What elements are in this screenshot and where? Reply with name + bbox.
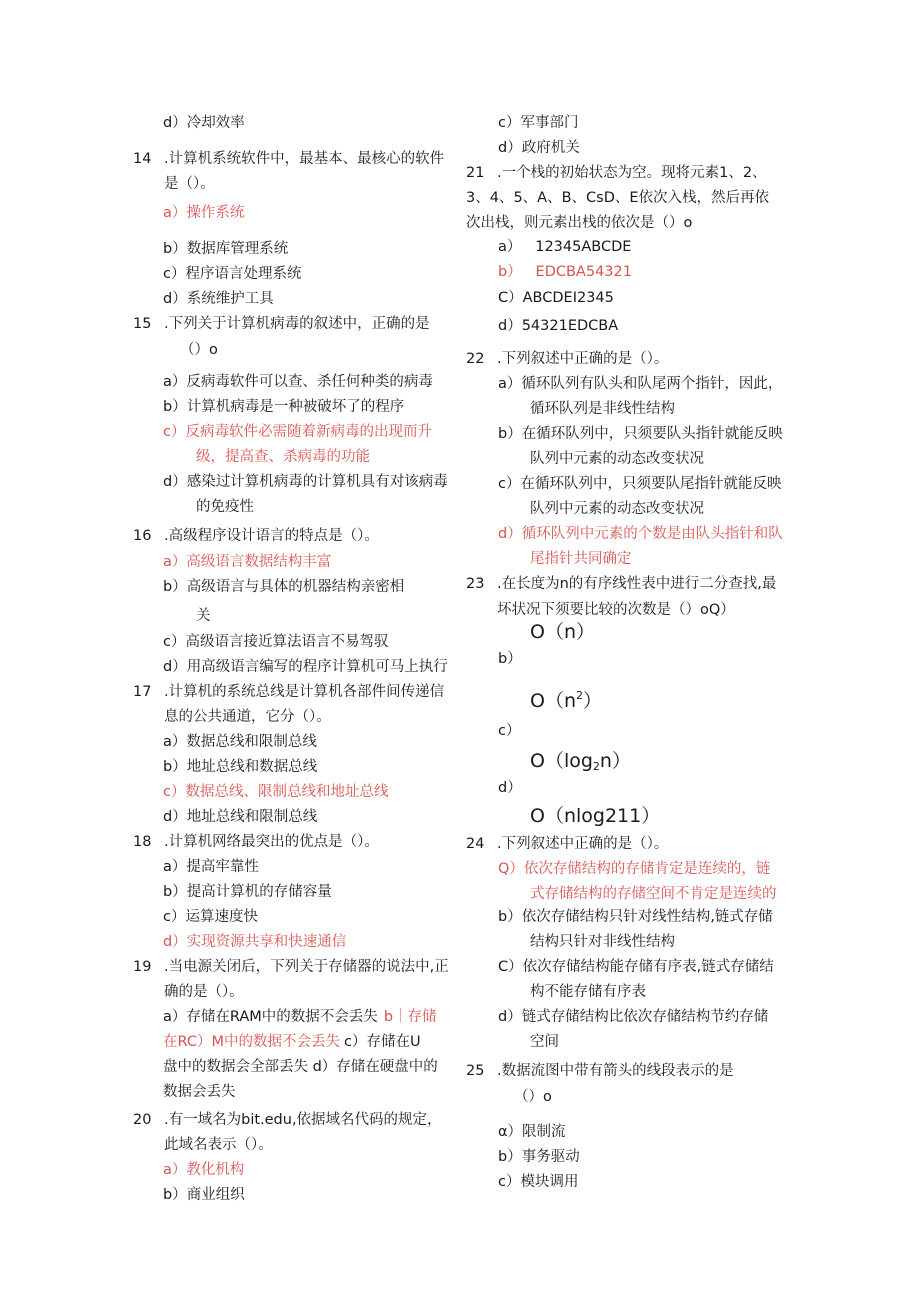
q16-option-c: c）高级语言接近算法语言不易驾驭 — [163, 634, 389, 650]
q21-option-d: d）54321EDCBA — [498, 318, 619, 334]
q19-stem-line1: .当电源关闭后，下列关于存储器的说法中,正 — [164, 959, 449, 975]
q18-option-a: a）提高牢靠性 — [163, 859, 259, 875]
q19-line3 — [163, 1007, 437, 1027]
q23-c-base: O（log — [530, 750, 593, 772]
q18-stem: .计算机网络最突出的优点是（）。 — [164, 834, 379, 850]
q24-option-c-line2: 构不能存储有序表 — [530, 984, 646, 1000]
q14-stem-line1: .计算机系统软件中，最基本、最核心的软件 — [164, 151, 445, 167]
q20-option-b: b）商业组织 — [163, 1187, 245, 1203]
q17-stem-line2: 息的公共通道，它分（）。 — [164, 709, 331, 725]
q22-option-c-line1: c）在循环队列中，只须要队尾指针就能反映 — [498, 476, 782, 492]
q25-option-c: c）模块调用 — [498, 1174, 579, 1190]
q22-number: 22 — [466, 351, 485, 367]
q23-option-a-formula: O（n） — [530, 621, 595, 643]
q21-stem-line2: 3、4、5、A、B、CsD、E依次入栈，然后再依 — [466, 190, 770, 206]
q23-option-c-label: c） — [498, 723, 521, 739]
q15-stem-line2: （）o — [180, 342, 218, 358]
q24-stem: .下列叙述中正确的是（）。 — [497, 836, 669, 852]
q16-number: 16 — [133, 528, 152, 544]
q20-option-c: c）军事部门 — [498, 115, 579, 131]
q17-option-b: b）地址总线和数据总线 — [163, 759, 318, 775]
q23-b-sup: 2 — [576, 689, 583, 702]
q20-stem-line1: .有一域名为bit.edu,依据域名代码的规定， — [164, 1112, 442, 1128]
q21-option-c: C）ABCDEI2345 — [498, 290, 614, 306]
q16-option-a: a）高级语言数据结构丰富 — [163, 554, 332, 570]
q24-number: 24 — [466, 836, 485, 852]
q22-option-a-line1: a）循环队列有队头和队尾两个指针，因此， — [498, 376, 783, 392]
q18-option-b: b）提高计算机的存储容量 — [163, 884, 332, 900]
q15-option-d-line1: d）感染过计算机病毒的计算机具有对该病毒 — [163, 474, 448, 490]
q25-number: 25 — [466, 1063, 485, 1079]
q14-stem-line2: 是（）。 — [164, 176, 215, 192]
q24-option-d-line1: d）链式存储结构比依次存储结构节约存储 — [498, 1009, 769, 1025]
q14-option-c: c）程序语言处理系统 — [163, 266, 302, 282]
q19-line6: 数据会丢失 — [163, 1084, 236, 1100]
q14-number: 14 — [133, 151, 152, 167]
q15-option-b: b）计算机病毒是一种被破坏了的程序 — [163, 399, 405, 415]
q17-option-a: a）数据总线和限制总线 — [163, 734, 317, 750]
q15-stem-line1: .下列关于计算机病毒的叙述中，正确的是 — [164, 316, 430, 332]
q16-option-b-line2: 关 — [196, 608, 211, 624]
q20-option-a: a）教化机构 — [163, 1162, 245, 1178]
q25-option-b: b）事务驱动 — [498, 1149, 580, 1165]
q16-option-d: d）用高级语言编写的程序计算机可马上执行 — [163, 659, 448, 675]
q15-option-c-line1: c）反病毒软件必需随着新病毒的出现而升 — [163, 424, 432, 440]
q22-option-b-line2: 队列中元素的动态改变状况 — [530, 451, 704, 467]
q21-option-a-text: a） 12345ABCDE — [498, 239, 632, 255]
q14-option-a: a）操作系统 — [163, 205, 245, 221]
q23-number: 23 — [466, 576, 485, 592]
q23-option-b-formula — [530, 686, 602, 711]
q17-number: 17 — [133, 684, 152, 700]
q23-stem-line2: 坏状况下须要比较的次数是（）oQ） — [497, 602, 735, 618]
q19-option-b-part1: b｜存储 — [383, 1009, 437, 1025]
q24-option-a-line2: 式存储结构的存储空间不肯定是连续的 — [530, 886, 777, 902]
q23-option-d-formula: O（nlog211） — [530, 805, 661, 827]
q16-stem: .高级程序设计语言的特点是（）。 — [164, 528, 379, 544]
q23-c-end: n） — [599, 750, 631, 772]
q24-option-a-line1: Q）依次存储结构的存储肯定是连续的，链 — [498, 861, 771, 877]
q22-option-b-line1: b）在循环队列中，只须要队头指针就能反映 — [498, 426, 783, 442]
q23-option-d-label: d） — [498, 780, 522, 796]
q15-number: 15 — [133, 316, 152, 332]
q20-stem-line2: 此域名表示（）。 — [164, 1137, 273, 1153]
q19-line4 — [163, 1032, 421, 1052]
q14-option-d: d）系统维护工具 — [163, 291, 274, 307]
q19-option-a: a）存储在RAM中的数据不会丢失 — [163, 1009, 378, 1025]
q14-option-b: b）数据库管理系统 — [163, 241, 289, 257]
q19-option-b-part2: 在RC）M中的数据不会丢失 — [163, 1034, 340, 1050]
q19-stem-line2: 确的是（）。 — [164, 984, 244, 1000]
q22-option-a-line2: 循环队列是非线性结构 — [530, 401, 675, 417]
q23-b-end: ） — [583, 690, 603, 712]
q18-option-c: c）运算速度快 — [163, 909, 258, 925]
q13-option-d: d）冷却效率 — [163, 115, 245, 131]
q19-number: 19 — [133, 959, 152, 975]
q19-line5: 盘中的数据会全部丢失 d）存储在硬盘中的 — [163, 1059, 438, 1075]
q20-number: 20 — [133, 1112, 152, 1128]
q23-option-c-formula — [530, 751, 631, 777]
q23-option-b-label: b） — [498, 651, 522, 667]
q15-option-c-line2: 级，提高查、杀病毒的功能 — [196, 449, 370, 465]
q21-stem-line3: 次出栈，则元素出栈的依次是（）o — [466, 215, 693, 231]
q17-option-c: c）数据总线、限制总线和地址总线 — [163, 784, 389, 800]
q21-stem-line1: .一个栈的初始状态为空。现将元素1、2、 — [497, 165, 767, 181]
q23-b-base: O（n — [530, 690, 576, 712]
q25-stem-line1: .数据流图中带有箭头的线段表示的是 — [497, 1063, 734, 1079]
q22-option-c-line2: 队列中元素的动态改变状况 — [530, 501, 704, 517]
q17-option-d: d）地址总线和限制总线 — [163, 809, 318, 825]
q21-option-a — [498, 237, 631, 257]
q24-option-c-line1: C）依次存储结构能存储有序表,链式存储结 — [498, 959, 774, 975]
q24-option-b-line1: b）依次存储结构只针对线性结构,链式存储 — [498, 909, 773, 925]
q24-option-d-line2: 空间 — [530, 1034, 559, 1050]
q17-stem-line1: .计算机的系统总线是计算机各部件间传递信 — [164, 684, 445, 700]
q22-option-d-line2: 尾指针共同确定 — [530, 551, 632, 567]
q21-number: 21 — [466, 165, 485, 181]
q21-option-b: b） EDCBA54321 — [498, 264, 632, 280]
q18-number: 18 — [133, 834, 152, 850]
q25-stem-line2: （）o — [514, 1089, 552, 1105]
q23-stem-line1: .在长度为n的有序线性表中进行二分查找,最 — [497, 576, 777, 592]
q19-option-c-part1: c）存储在U — [344, 1034, 421, 1050]
q22-option-d-line1: d）循环队列中元素的个数是由队头指针和队 — [498, 526, 783, 542]
q18-option-d: d）实现资源共享和快速通信 — [163, 934, 347, 950]
q15-option-a: a）反病毒软件可以查、杀任何种类的病毒 — [163, 374, 433, 390]
q24-option-b-line2: 结构只针对非线性结构 — [530, 934, 675, 950]
q23-c-sub: 2 — [592, 760, 600, 773]
q15-option-d-line2: 的免疫性 — [196, 499, 254, 515]
q20-option-d: d）政府机关 — [498, 140, 580, 156]
q25-option-a: α）限制流 — [498, 1124, 566, 1140]
q22-stem: .下列叙述中正确的是（）。 — [497, 351, 669, 367]
q16-option-b-line1: b）高级语言与具体的机器结构亲密相 — [163, 579, 405, 595]
